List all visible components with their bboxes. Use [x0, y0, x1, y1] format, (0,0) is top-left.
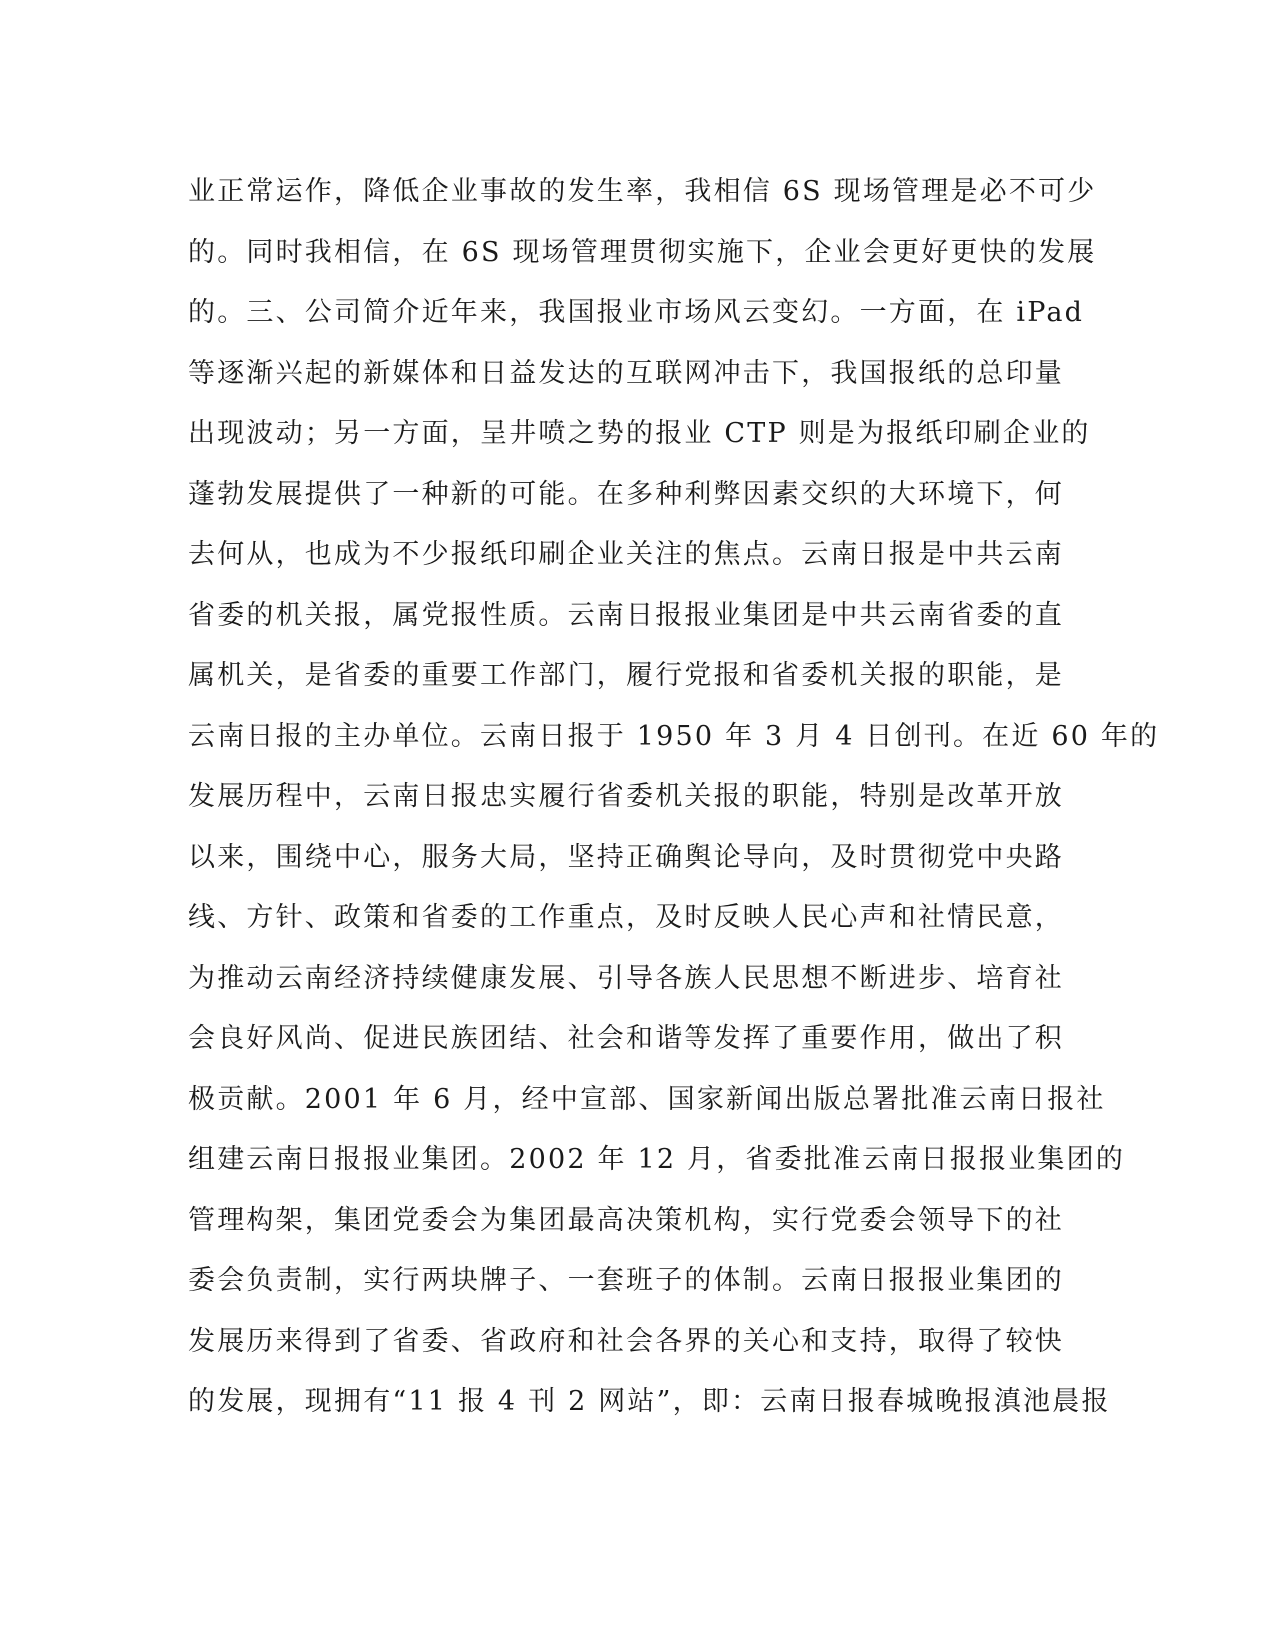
- text-line: 的。同时我相信，在 6S 现场管理贯彻实施下，企业会更好更快的发展: [188, 236, 1097, 268]
- body-text: [188, 162, 1160, 1433]
- text-line: 省委的机关报，属党报性质。云南日报报业集团是中共云南省委的直: [188, 599, 1064, 631]
- text-line: 等逐渐兴起的新媒体和日益发达的互联网冲击下，我国报纸的总印量: [188, 357, 1064, 389]
- text-line: 极贡献。2001 年 6 月，经中宣部、国家新闻出版总署批准云南日报社: [188, 1083, 1106, 1115]
- text-line: 组建云南日报报业集团。2002 年 12 月，省委批准云南日报报业集团的: [188, 1144, 1126, 1175]
- text-line: 发展历程中，云南日报忠实履行省委机关报的职能，特别是改革开放: [188, 781, 1064, 812]
- text-line: 云南日报的主办单位。云南日报于 1950 年 3 月 4 日创刊。在近 60 年的: [188, 720, 1160, 752]
- text-line: 管理构架，集团党委会为集团最高决策机构，实行党委会领导下的社: [188, 1204, 1064, 1236]
- text-line: 去何从，也成为不少报纸印刷企业关注的焦点。云南日报是中共云南: [188, 539, 1064, 570]
- text-line: 线、方针、政策和省委的工作重点，及时反映人民心声和社情民意，: [188, 902, 1064, 933]
- text-line: 为推动云南经济持续健康发展、引导各族人民思想不断进步、培育社: [188, 962, 1064, 994]
- text-line: 以来，围绕中心，服务大局，坚持正确舆论导向，及时贯彻党中央路: [188, 841, 1064, 873]
- text-line: 属机关，是省委的重要工作部门，履行党报和省委机关报的职能，是: [188, 660, 1064, 691]
- text-line: 发展历来得到了省委、省政府和社会各界的关心和支持，取得了较快: [188, 1325, 1064, 1357]
- text-line: 蓬勃发展提供了一种新的可能。在多种利弊因素交织的大环境下，何: [188, 478, 1064, 510]
- text-line: 业正常运作，降低企业事故的发生率，我相信 6S 现场管理是必不可少: [188, 176, 1097, 207]
- text-line: 委会负责制，实行两块牌子、一套班子的体制。云南日报报业集团的: [188, 1265, 1064, 1296]
- text-line: 出现波动；另一方面，呈井喷之势的报业 CTP 则是为报纸印刷企业的: [188, 418, 1091, 449]
- text-line: 会良好风尚、促进民族团结、社会和谐等发挥了重要作用，做出了积: [188, 1023, 1064, 1054]
- text-line: 的发展，现拥有“11 报 4 刊 2 网站”，即：云南日报春城晚报滇池晨报: [188, 1386, 1111, 1417]
- text-line: 的。三、公司简介近年来，我国报业市场风云变幻。一方面，在 iPad: [188, 297, 1085, 328]
